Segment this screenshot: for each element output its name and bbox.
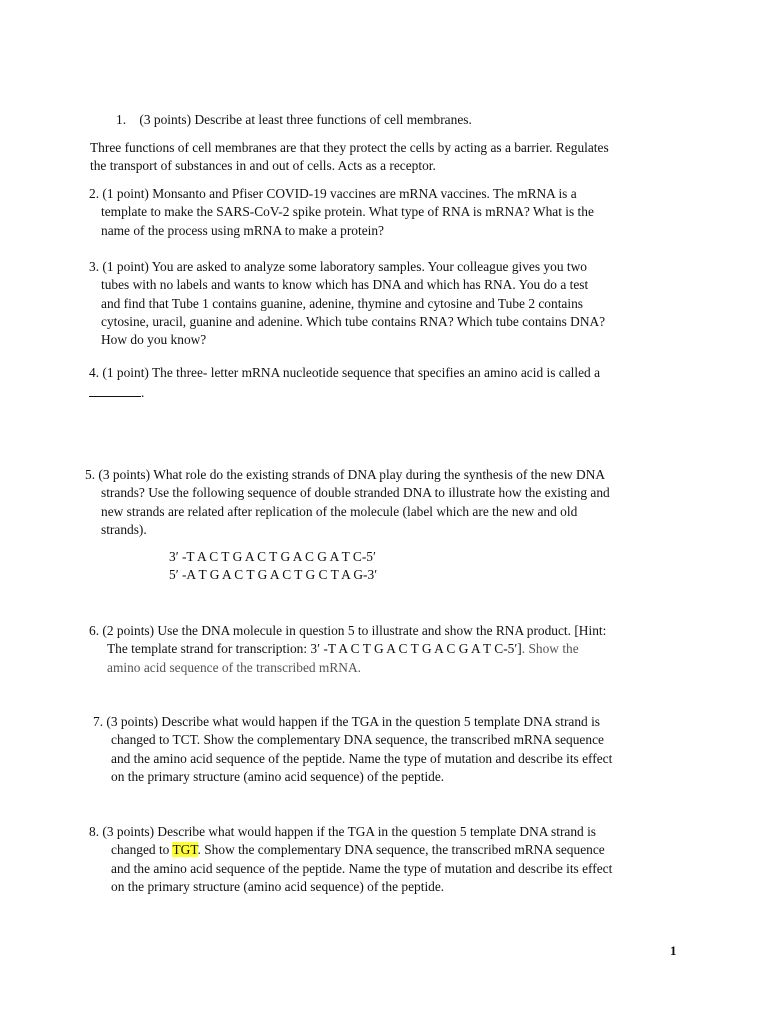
page-number: 1	[670, 943, 677, 958]
question-line: and find that Tube 1 contains guanine, adenine, thymine and cytosine and Tube 2 contains	[101, 295, 583, 311]
dna-sequence	[169, 548, 377, 585]
question-line-rest: . Show the complementary DNA sequence, the transcribed mRNA sequence	[197, 842, 605, 858]
question-7	[93, 713, 612, 786]
question-5	[85, 466, 610, 539]
question-line: tubes with no labels and wants to know which has DNA and which has RNA. You do a test	[101, 277, 589, 293]
question-line: 7. (3 points) Describe what would happen if the TGA in the question 5 template DNA strand is	[93, 714, 601, 729]
question-line: How do you know?	[101, 332, 207, 348]
dna-strand-3-to-5: 3′ -T A C T G A C T G A C G A T C-5′	[169, 549, 376, 564]
question-8	[89, 823, 612, 896]
question-line	[89, 841, 612, 859]
hint-text-continued: . Show the	[521, 641, 579, 657]
question-line: template to make the SARS-CoV-2 spike protein. What type of RNA is mRNA? What is the	[101, 204, 594, 220]
question-line	[89, 640, 606, 658]
question-line: cytosine, uracil, guanine and adenine. Which tube contains RNA? Which tube contains DNA?	[101, 313, 606, 329]
question-line: and the amino acid sequence of the peptide. Name the type of mutation and describe its effect	[111, 860, 613, 876]
question-line: strands? Use the following sequence of double stranded DNA to illustrate how the existing and	[101, 485, 610, 501]
hint-text: The template strand for transcription: 3′ -T A C T G A C T G A C G A T C-5′]	[107, 641, 522, 657]
answer-line: Three functions of cell membranes are that they protect the cells by acting as a barrier. Regulates	[90, 140, 609, 155]
question-1-prompt: (3 points) Describe at least three functions of cell membranes.	[139, 112, 472, 127]
question-3	[89, 258, 605, 349]
highlighted-codon: TGT	[172, 842, 198, 858]
question-line: 6. (2 points) Use the DNA molecule in question 5 to illustrate and show the RNA product. [Hint:	[89, 623, 607, 638]
question-line: strands).	[101, 521, 147, 537]
question-line: name of the process using mRNA to make a protein?	[101, 222, 384, 238]
question-line: and the amino acid sequence of the peptide. Name the type of mutation and describe its effect	[111, 750, 613, 766]
question-line: 5. (3 points) What role do the existing strands of DNA play during the synthesis of the new DNA	[85, 467, 606, 482]
question-line: amino acid sequence of the transcribed mRNA.	[107, 659, 361, 675]
question-line: 4. (1 point) The three- letter mRNA nucleotide sequence that specifies an amino acid is called a	[89, 365, 601, 380]
question-line: new strands are related after replication of the molecule (label which are the new and old	[101, 503, 578, 519]
dna-strand-5-to-3: 5′ -A T G A C T G A C T G C T A G-3′	[169, 567, 378, 583]
question-1-answer	[90, 139, 609, 176]
question-line: 2. (1 point) Monsanto and Pfiser COVID-19 vaccines are mRNA vaccines. The mRNA is a	[89, 186, 577, 201]
question-1	[116, 111, 472, 129]
changed-to-text: changed to	[111, 842, 173, 858]
question-line: 3. (1 point) You are asked to analyze some laboratory samples. Your colleague gives you two	[89, 259, 587, 274]
question-line: on the primary structure (amino acid sequence) of the peptide.	[111, 878, 445, 894]
question-line: 8. (3 points) Describe what would happen if the TGA in the question 5 template DNA strand is	[89, 824, 597, 839]
answer-line: the transport of substances in and out of cells. Acts as a receptor.	[90, 158, 436, 174]
question-2	[89, 185, 594, 240]
question-line: changed to TCT. Show the complementary DNA sequence, the transcribed mRNA sequence	[111, 732, 604, 748]
question-1-number: 1.	[116, 112, 127, 127]
question-4-period: .	[141, 385, 145, 401]
question-6	[89, 622, 606, 677]
question-4	[89, 364, 600, 403]
question-line: on the primary structure (amino acid sequence) of the peptide.	[111, 768, 445, 784]
answer-blank-line	[89, 384, 600, 402]
answer-blank[interactable]	[89, 384, 141, 397]
